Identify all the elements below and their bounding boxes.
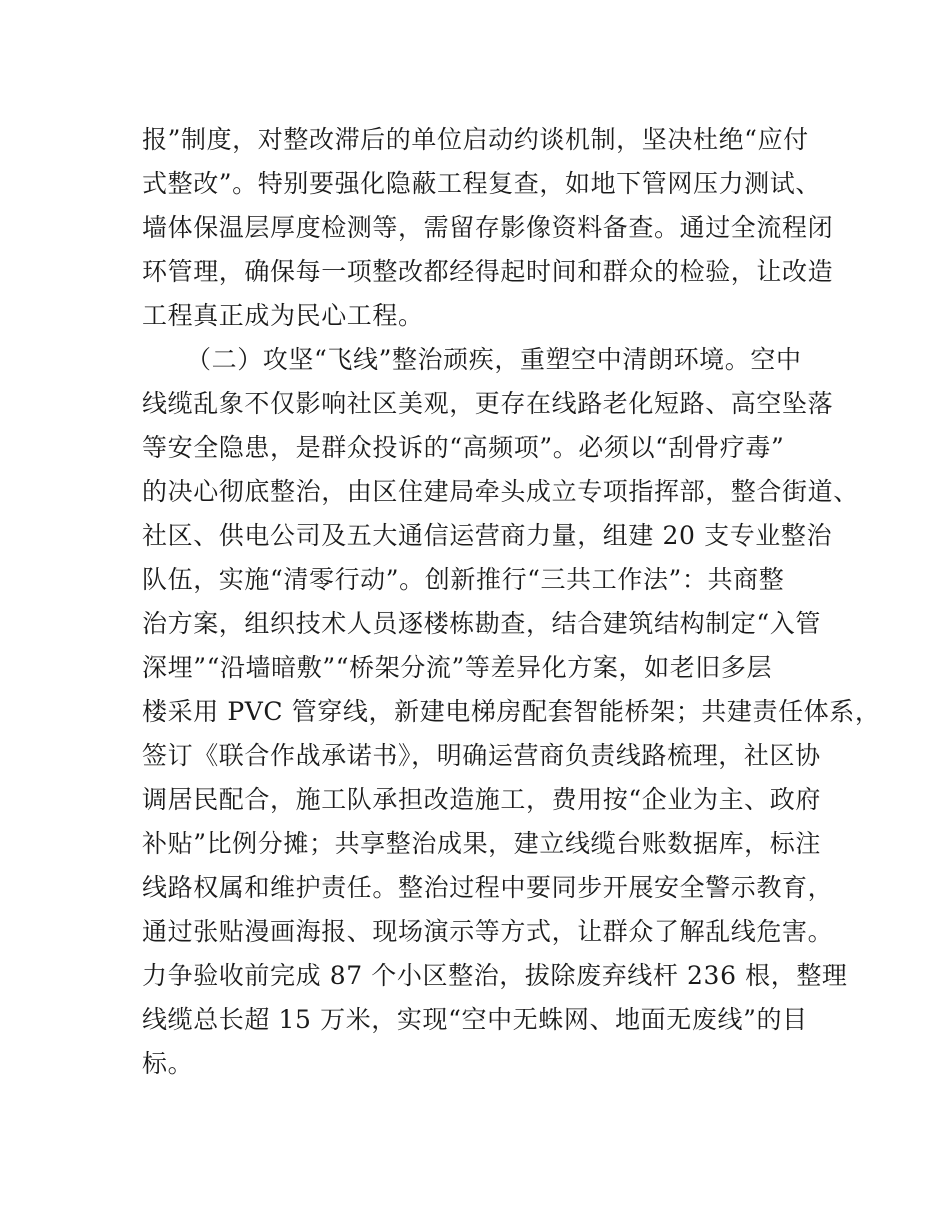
text-line: 式整改”。特别要强化隐蔽工程复查，如地下管网压力测试、: [142, 169, 821, 198]
text-line: 线缆总长超 15 万米，实现“空中无蛛网、地面无废线”的目: [142, 1005, 808, 1034]
text-line: 标。: [142, 1049, 194, 1078]
text-line: 调居民配合，施工队承担改造施工，费用按“企业为主、政府: [142, 785, 821, 814]
text-line: 治方案，组织技术人员逐楼栋勘查，结合建筑结构制定“入管: [142, 609, 821, 638]
paragraph-continuation: [142, 118, 834, 338]
text-line: 工程真正成为民心工程。: [142, 301, 424, 330]
text-line: 线路权属和维护责任。整治过程中要同步开展安全警示教育，: [142, 873, 834, 902]
text-line: 深埋”“沿墙暗敷”“桥架分流”等差异化方案，如老旧多层: [142, 653, 773, 682]
section-heading-line: （二）攻坚“飞线”整治顽疾，重塑空中清朗环境。空中: [186, 345, 802, 374]
text-line: 报”制度，对整改滞后的单位启动约谈机制，坚决杜绝“应付: [142, 125, 809, 154]
text-line: 的决心彻底整治，由区住建局牵头成立专项指挥部，整合街道、: [142, 477, 859, 506]
text-line: 力争验收前完成 87 个小区整治，拔除废弃线杆 236 根，整理: [142, 961, 848, 990]
text-line: 楼采用 PVC 管穿线，新建电梯房配套智能桥架；共建责任体系，: [142, 697, 881, 726]
text-line: 补贴”比例分摊；共享整治成果，建立线缆台账数据库，标注: [142, 829, 821, 858]
text-line: 通过张贴漫画海报、现场演示等方式，让群众了解乱线危害。: [142, 917, 834, 946]
text-line: 队伍，实施“清零行动”。创新推行“三共工作法”：共商整: [142, 565, 785, 594]
text-line: 等安全隐患，是群众投诉的“高频项”。必须以“刮骨疗毒”: [142, 433, 785, 462]
text-line: 签订《联合作战承诺书》，明确运营商负责线路梳理，社区协: [142, 741, 821, 770]
text-line: 墙体保温层厚度检测等，需留存影像资料备查。通过全流程闭: [142, 213, 834, 242]
paragraph-section-two: [142, 338, 881, 1086]
text-line: 社区、供电公司及五大通信运营商力量，组建 20 支专业整治: [142, 521, 833, 550]
text-line: 线缆乱象不仅影响社区美观，更存在线路老化短路、高空坠落: [142, 389, 834, 418]
text-line: 环管理，确保每一项整改都经得起时间和群众的检验，让改造: [142, 257, 834, 286]
document-body: [142, 118, 881, 1086]
